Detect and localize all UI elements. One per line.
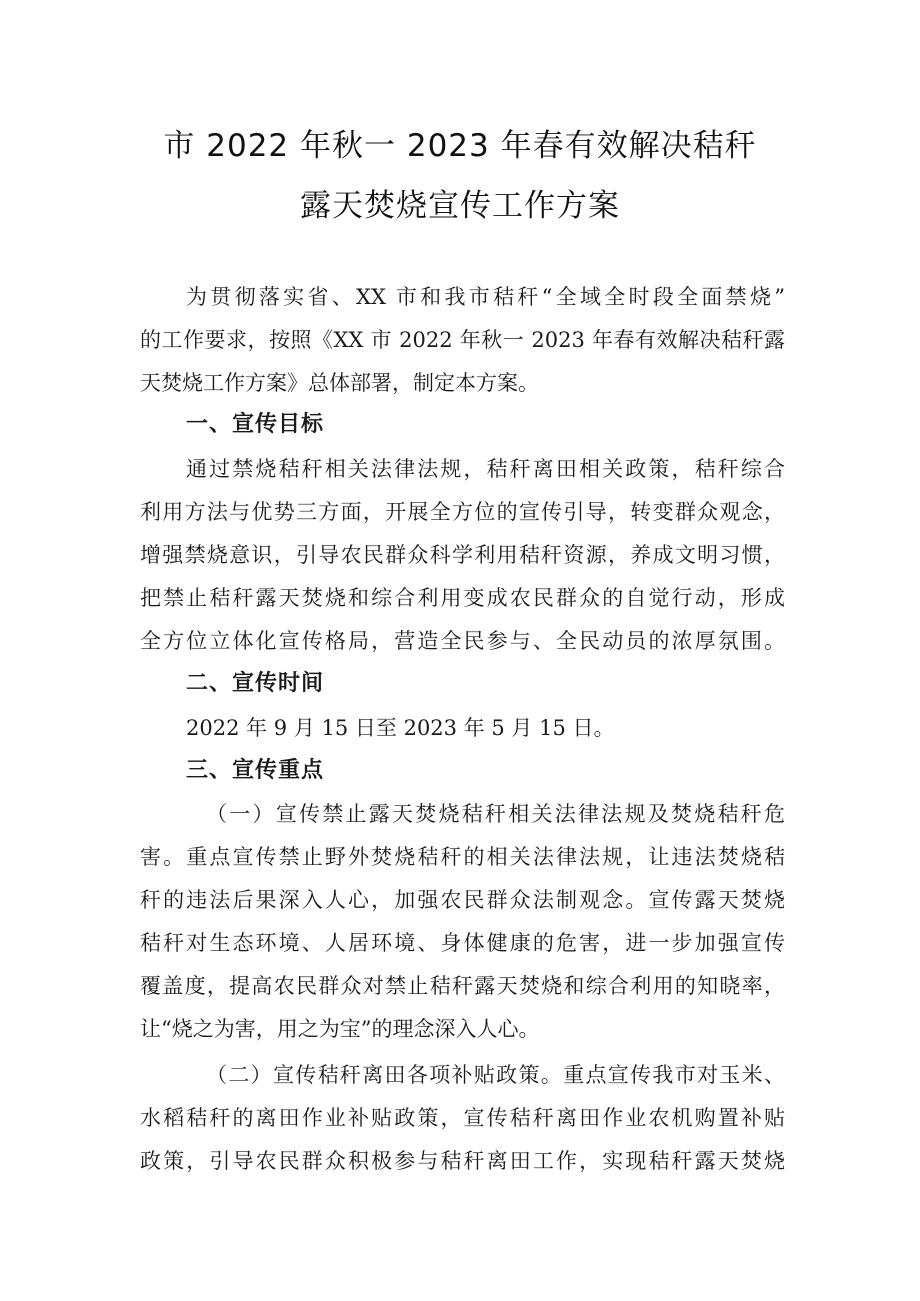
document-title-line-2: 露天焚烧宣传工作方案 xyxy=(300,188,620,224)
body-line: 让“烧之为害，用之为宝”的理念深入人心。 xyxy=(140,1017,540,1041)
body-line: 秆的违法后果深入人心，加强农民群众法制观念。宣传露天焚烧 xyxy=(140,888,785,912)
section-heading-time: 二、宣传时间 xyxy=(186,671,325,696)
body-line: （一）宣传禁止露天焚烧秸秆相关法律法规及焚烧秸秆危 xyxy=(206,802,785,826)
body-line: 2022 年 9 月 15 日至 2023 年 5 月 15 日。 xyxy=(186,716,615,740)
body-line: 水稻秸秆的离田作业补贴政策，宣传秸秆离田作业农机购置补贴 xyxy=(140,1106,785,1130)
body-line: 覆盖度，提高农民群众对禁止秸秆露天焚烧和综合利用的知晓率， xyxy=(140,974,785,998)
body-line: 秸秆对生态环境、人居环境、身体健康的危害，进一步加强宣传 xyxy=(140,931,785,955)
intro-line: 的工作要求，按照《XX 市 2022 年秋一 2023 年春有效解决秸秆露 xyxy=(140,328,785,352)
document-title-line-1: 市 2022 年秋一 2023 年春有效解决秸秆 xyxy=(163,128,757,164)
body-line: 害。重点宣传禁止野外焚烧秸秆的相关法律法规，让违法焚烧秸 xyxy=(140,845,785,869)
body-line: 全方位立体化宣传格局，营造全民参与、全民动员的浓厚氛围。 xyxy=(140,629,785,653)
body-line: 通过禁烧秸秆相关法律法规，秸秆离田相关政策，秸秆综合 xyxy=(186,457,785,481)
section-heading-goal: 一、宣传目标 xyxy=(186,412,325,437)
body-line: 增强禁烧意识，引导农民群众科学利用秸秆资源，养成文明习惯， xyxy=(140,543,785,567)
section-heading-focus: 三、宣传重点 xyxy=(186,758,325,783)
intro-line: 天焚烧工作方案》总体部署，制定本方案。 xyxy=(140,371,539,395)
body-line: 把禁止秸秆露天焚烧和综合利用变成农民群众的自觉行动，形成 xyxy=(140,586,785,610)
body-line: 利用方法与优势三方面，开展全方位的宣传引导，转变群众观念， xyxy=(140,500,785,524)
body-line: 政策，引导农民群众积极参与秸秆离田工作，实现秸秆露天焚烧 xyxy=(140,1149,785,1173)
body-line: （二）宣传秸秆离田各项补贴政策。重点宣传我市对玉米、 xyxy=(206,1063,785,1087)
intro-line: 为贯彻落实省、XX 市和我市秸秆“全域全时段全面禁烧” xyxy=(186,285,785,309)
